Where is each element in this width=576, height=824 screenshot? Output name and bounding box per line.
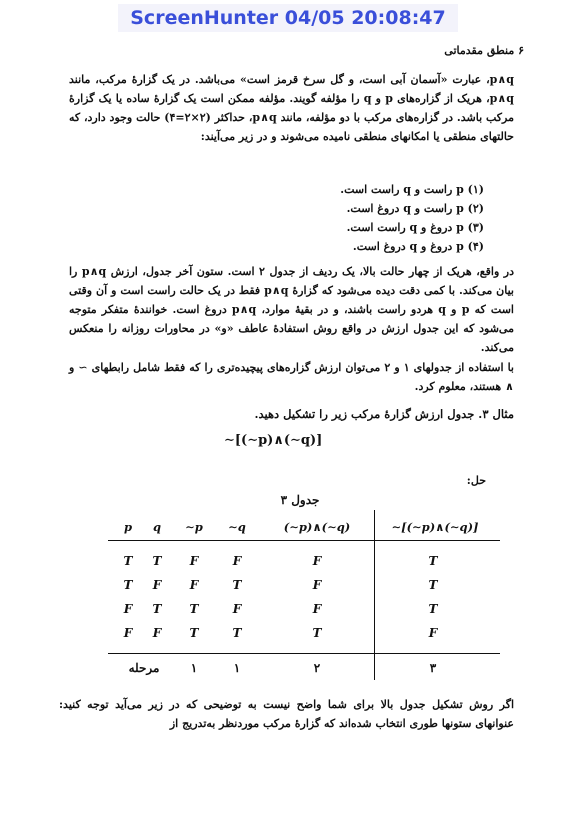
header-q: q [152,520,162,534]
stage-label: مرحله [128,661,160,675]
cell-conjunction: F [312,602,322,616]
header-not-q: ∼q [228,520,246,534]
paragraph-4: اگر روش تشکیل جدول بالا برای شما واضح نیست به توضیحی که در زیر می‌آید توجه کنید: عنوانهای ستونها طوری انتخاب شده‌اند که گزارهٔ مرکب موردنظر به‌تدریج از [59,698,514,730]
cell-not-q: F [232,554,242,568]
cell-q: T [152,554,162,568]
cell-not-p: F [189,578,199,592]
cell-not-p: T [189,626,199,640]
cell-conjunction: T [312,626,322,640]
cell-p: F [123,626,133,640]
cell-q: F [152,578,162,592]
table-caption: جدول ۳ [280,493,320,507]
cell-not-q: T [232,578,242,592]
cell-conjunction: F [312,554,322,568]
solution-label: حل: [466,474,486,487]
truth-table [108,510,500,680]
cell-not-p: F [189,554,199,568]
example-title: مثال ۳. جدول ارزش گزارهٔ مرکب زیر را تشکیل دهید. [254,407,514,421]
page-header: ۶ منطق مقدماتی [444,44,524,57]
cell-not-q: F [232,602,242,616]
cell-negated-conjunction: T [428,602,438,616]
header-negated-conjunction: ∼[(∼p)∧(∼q)] [391,520,479,534]
case-item: (۴) p دروغ و q دروغ است. [352,240,484,253]
table-column-divider [374,510,375,680]
cell-negated-conjunction: T [428,578,438,592]
stage-value: ۲ [313,661,321,675]
case-item: (۱) p راست و q راست است. [340,183,484,196]
logical-cases-list [284,180,484,256]
cell-conjunction: F [312,578,322,592]
header-conjunction: (∼p)∧(∼q) [283,520,351,534]
example-formula: ∼[(∼p)∧(∼q)] [224,433,323,448]
paragraph-1: p∧q، عبارت «آسمان آبی است، و گل سرخ قرمز است» می‌باشد. در یک گزارهٔ مرکب، مانند p∧q، هریک از گزاره‌های p و q را مؤلفه گویند. مؤلفه ممکن است یک گزارهٔ ساده یا یک گزارهٔ مرکب باشد. در گزاره‌های مرکب با دو مؤلفه، مانند p∧q، حداکثر (۲×۲=۴) حالت وجود دارد، که حالتهای منطقی یا امکانهای منطقی نامیده می‌شوند و در زیر می‌آیند: [69,73,514,143]
cell-negated-conjunction: T [428,554,438,568]
stage-value: ۳ [429,661,437,675]
paragraph-3: با استفاده از جدولهای ۱ و ۲ می‌توان ارزش گزاره‌های پیچیده‌تری را که فقط شامل رابطهای ∼ و ∧ هستند، معلوم کرد. [69,361,514,393]
cell-p: T [123,578,133,592]
paragraph-2: در واقع، هریک از چهار حالت بالا، یک ردیف از جدول ۲ است. ستون آخر جدول، ارزش p∧q را بیان می‌کند. با کمی دقت دیده می‌شود که گزارهٔ p∧q فقط در یک حالت راست است و آن وقتی است که p و q هردو راست باشند، و در بقیهٔ موارد، p∧q دروغ است. خوانندهٔ متفکر متوجه می‌شود که این جدول ارزش در واقع روش استفادهٔ عاطف «و» در محاورات روزانه را منعکس می‌کند. [69,265,515,354]
cell-not-q: T [232,626,242,640]
cell-p: F [123,602,133,616]
stage-value: ۱ [233,661,241,675]
table-top-rule [108,540,500,541]
case-item: (۲) p راست و q دروغ است. [346,202,484,215]
case-item: (۳) p دروغ و q راست است. [346,221,484,234]
header-not-p: ∼p [185,520,203,534]
screenhunter-watermark: ScreenHunter 04/05 20:08:47 [118,4,458,32]
cell-p: T [123,554,133,568]
cell-negated-conjunction: F [428,626,438,640]
header-p: p [123,520,133,534]
stage-value: ۱ [190,661,198,675]
cell-q: F [152,626,162,640]
cell-not-p: T [189,602,199,616]
table-bottom-rule [108,653,500,654]
cell-q: T [152,602,162,616]
